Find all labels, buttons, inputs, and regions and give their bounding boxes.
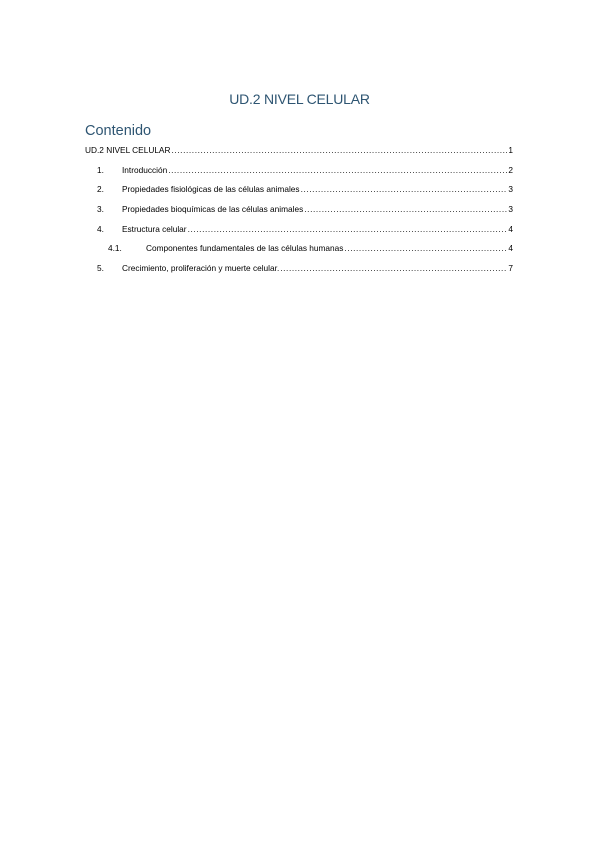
toc-entry-text: Estructura celular: [122, 224, 187, 234]
toc-entry-number: 4.1.: [108, 243, 122, 253]
toc-leader-dots: [304, 204, 507, 215]
document-title: UD.2 NIVEL CELULAR: [229, 91, 370, 107]
toc-entry-page: 7: [508, 263, 513, 273]
toc-entry-page: 1: [508, 145, 513, 155]
toc-leader-dots: [344, 243, 507, 254]
toc-entry-number: 3.: [97, 204, 104, 214]
toc-entry-number: 1.: [97, 165, 104, 175]
toc-entry-text: Propiedades bioquímicas de las células animales: [122, 204, 304, 214]
toc-heading: Contenido: [85, 123, 152, 139]
toc-entry-text: UD.2 NIVEL CELULAR: [85, 145, 171, 155]
toc-entry-text: Crecimiento, proliferación y muerte celular.: [122, 263, 280, 273]
toc-entry-introduccion[interactable]: [97, 165, 513, 176]
toc-leader-dots: [301, 184, 508, 195]
toc-entry-number: 5.: [97, 263, 104, 273]
toc-entry-number: 4.: [97, 224, 104, 234]
toc-entry-page: 2: [508, 165, 513, 175]
toc-entry-page: 4: [508, 243, 513, 253]
toc-entry-propiedades-fisiologicas[interactable]: [97, 184, 513, 195]
toc-leader-dots: [171, 145, 507, 156]
toc-entry-text: Propiedades fisiológicas de las células animales: [122, 184, 300, 194]
toc-entry-propiedades-bioquimicas[interactable]: [97, 204, 513, 215]
toc-leader-dots: [188, 224, 508, 235]
toc-leader-dots: [280, 263, 507, 274]
toc-entry-number: 2.: [97, 184, 104, 194]
toc-entry-estructura-celular[interactable]: [97, 224, 513, 235]
toc-entry-main-title[interactable]: [85, 145, 513, 156]
toc-entry-text: Componentes fundamentales de las células humanas: [146, 243, 344, 253]
toc-entry-componentes-fundamentales[interactable]: [108, 243, 513, 254]
toc-entry-text: Introducción: [122, 165, 168, 175]
toc-entry-page: 4: [508, 224, 513, 234]
toc-entry-crecimiento[interactable]: [97, 263, 513, 274]
toc-leader-dots: [168, 165, 507, 176]
toc-entry-page: 3: [508, 204, 513, 214]
toc-entry-page: 3: [508, 184, 513, 194]
